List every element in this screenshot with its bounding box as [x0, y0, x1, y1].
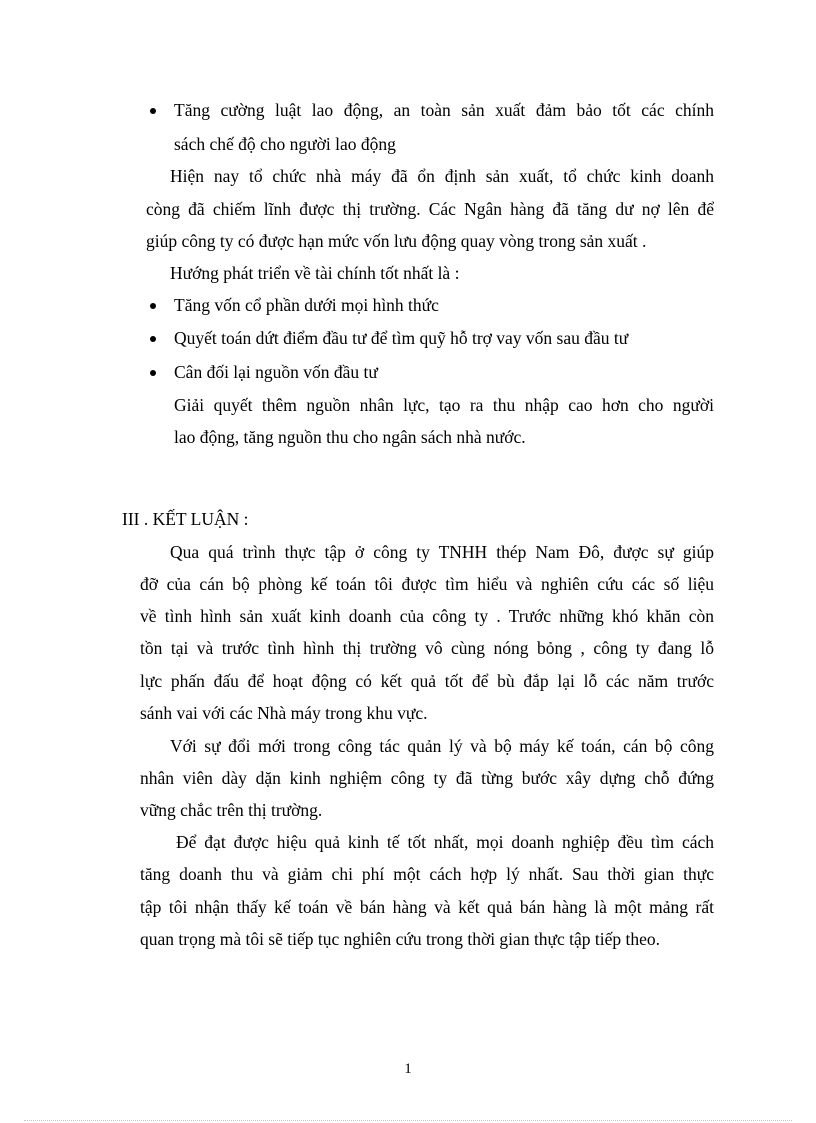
- finance-bullet: Cân đối lại nguồn vốn đầu tư: [174, 362, 378, 382]
- bullet-dot: [150, 336, 156, 342]
- paragraph-line: Hiện nay tổ chức nhà máy đã ổn định sản xuất, tổ chức kinh doanh: [170, 166, 714, 186]
- paragraph-line: tăng doanh thu và giảm chi phí một cách hợp lý nhất. Sau thời gian thực: [140, 864, 714, 884]
- paragraph-line: còng đã chiếm lĩnh được thị trường. Các Ngân hàng đã tăng dư nợ lên để: [146, 199, 714, 219]
- paragraph-line: về tình hình sản xuất kinh doanh của công ty . Trước những khó khăn còn: [140, 606, 714, 626]
- bullet-dot: [150, 303, 156, 309]
- paragraph-line: sánh vai với các Nhà máy trong khu vực.: [140, 703, 428, 723]
- bullet-text-line: sách chế độ cho người lao động: [174, 134, 396, 154]
- bullet-dot: [150, 108, 156, 114]
- paragraph-line: Để đạt được hiệu quả kinh tế tốt nhất, mọi doanh nghiệp đều tìm cách: [176, 832, 714, 852]
- bullet-dot: [150, 370, 156, 376]
- page-number: 1: [404, 1061, 412, 1077]
- paragraph-line: tồn tại và trước tình hình thị trường vô cùng nóng bỏng , công ty đang lỗ: [140, 638, 714, 658]
- paragraph-line: Giải quyết thêm nguồn nhân lực, tạo ra thu nhập cao hơn cho người: [174, 395, 714, 415]
- paragraph-line: Qua quá trình thực tập ở công ty TNHH thép Nam Đô, được sự giúp: [170, 542, 714, 562]
- finance-bullet: Quyết toán dứt điểm đầu tư để tìm quỹ hỗ trợ vay vốn sau đầu tư: [174, 328, 629, 348]
- page-bottom-rule: [24, 1120, 792, 1121]
- finance-intro: Hướng phát triển về tài chính tốt nhất là :: [170, 263, 460, 283]
- paragraph-line: tập tôi nhận thấy kế toán về bán hàng và kết quả bán hàng là một mảng rất: [140, 897, 714, 917]
- paragraph-line: giúp công ty có được hạn mức vốn lưu động quay vòng trong sản xuất .: [146, 231, 647, 251]
- bullet-text-line: Tăng cường luật lao động, an toàn sản xuất đảm bảo tốt các chính: [174, 100, 714, 120]
- paragraph-line: nhân viên dày dặn kinh nghiệm công ty đã từng bước xây dựng chỗ đứng: [140, 768, 714, 788]
- finance-bullet: Tăng vốn cổ phần dưới mọi hình thức: [174, 295, 439, 315]
- paragraph-line: vững chắc trên thị trường.: [140, 800, 323, 820]
- section-heading: III . KẾT LUẬN :: [122, 509, 249, 529]
- paragraph-line: Với sự đổi mới trong công tác quản lý và bộ máy kế toán, cán bộ công: [170, 736, 714, 756]
- paragraph-line: lực phấn đấu để hoạt động có kết quả tốt để bù đắp lại lỗ các năm trước: [140, 671, 714, 691]
- paragraph-line: đỡ của cán bộ phòng kế toán tôi được tìm hiểu và nghiên cứu các số liệu: [140, 574, 714, 594]
- paragraph-line: lao động, tăng nguồn thu cho ngân sách nhà nước.: [174, 427, 526, 447]
- paragraph-line: quan trọng mà tôi sẽ tiếp tục nghiên cứu trong thời gian thực tập tiếp theo.: [140, 929, 661, 949]
